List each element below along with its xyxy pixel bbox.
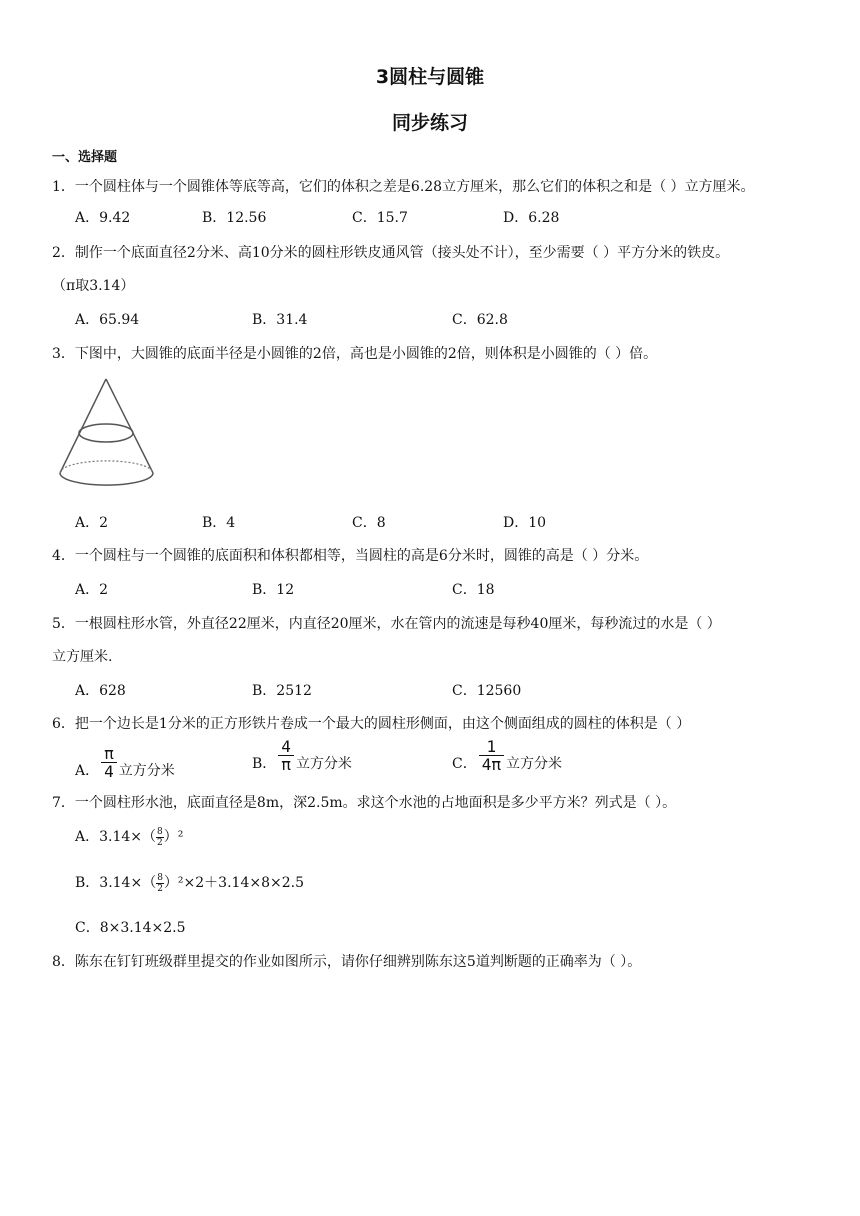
cone-figure [56,373,160,495]
q6-option-b [252,738,352,773]
question-8-text: 8．陈东在钉钉班级群里提交的作业如图所示，请你仔细辨别陈东这5道判断题的正确率为（ ）。 [52,954,642,970]
q1-option-c: C．15.7 [352,210,408,226]
q7-option-b [75,872,304,894]
q6-option-a [75,738,175,780]
q7-option-a [75,826,183,848]
q7-option-c: C．8×3.14×2.5 [75,920,186,936]
q7-b-denominator: 2 [157,883,163,894]
question-2-text-cont: （π取3.14） [52,278,135,294]
question-5-text-cont: 立方厘米. [52,649,113,665]
q6-c-numerator: 1 [479,738,504,756]
q7-a-prefix: A．3.14×（ [75,829,157,845]
q7-b-prefix: B．3.14×（ [75,875,157,891]
q7-a-numerator: 8 [157,826,163,837]
q6-option-c-letter: C． [452,756,477,772]
q7-b-suffix: ）²×2＋3.14×8×2.5 [163,875,304,891]
q1-option-a: A．9.42 [75,210,131,226]
page-subtitle: 同步练习 [391,112,468,134]
q6-c-denominator: 4π [481,755,501,774]
q3-option-d: D．10 [503,515,547,531]
question-7-text: 7．一个圆柱形水池，底面直径是8m，深2.5m。求这个水池的占地面积是多少平方米？列式是（ ）。 [52,795,677,811]
q6-a-numerator: π [101,745,117,763]
q6-b-denominator: π [281,755,291,774]
q5-option-a: A．628 [75,683,126,699]
q2-option-c: C．62.8 [452,312,508,328]
question-5-text: 5．一根圆柱形水管，外直径22厘米，内直径20厘米，水在管内的流速是每秒40厘米，每秒流过的水是（ ） [52,616,721,632]
section-heading: 一、选择题 [52,150,118,165]
question-3-text: 3．下图中，大圆锥的底面半径是小圆锥的2倍，高也是小圆锥的2倍，则体积是小圆锥的（ ）倍。 [52,346,658,362]
q6-option-c-unit: 立方分米 [505,756,562,772]
cone-left-edge [60,379,106,473]
q7-b-numerator: 8 [157,872,163,883]
q6-option-a-fraction [101,745,117,780]
large-cone-base-back [60,461,153,473]
q1-option-b: B．12.56 [202,210,267,226]
q6-option-b-letter: B． [252,756,277,772]
page-title: 3圆柱与圆锥 [375,66,485,88]
cone-right-edge [106,379,153,473]
q7-a-suffix: ）² [163,829,184,845]
q5-option-c: C．12560 [452,683,522,699]
question-1-text: 1．一个圆柱体与一个圆锥体等底等高，它们的体积之差是6.28立方厘米，那么它们的体积之和是（ ）立方厘米。 [52,179,755,195]
q4-option-a: A．2 [75,582,109,598]
q7-a-denominator: 2 [157,837,163,848]
large-cone-base-front [60,473,153,485]
q3-option-a: A．2 [75,515,109,531]
q6-option-c [452,738,562,773]
q2-option-b: B．31.4 [252,312,308,328]
q6-option-a-letter: A． [75,763,100,779]
q4-option-b: B．12 [252,582,295,598]
q6-option-c-fraction [479,738,504,773]
q4-option-c: C．18 [452,582,495,598]
q2-option-a: A．65.94 [75,312,140,328]
q6-option-b-unit: 立方分米 [295,756,352,772]
question-4-text: 4．一个圆柱与一个圆锥的底面积和体积都相等，当圆柱的高是6分米时，圆锥的高是（ ）分米。 [52,548,649,564]
question-6-text: 6．把一个边长是1分米的正方形铁片卷成一个最大的圆柱形侧面，由这个侧面组成的圆柱的体积是（ ） [52,716,691,732]
q6-a-denominator: 4 [104,762,114,781]
q7-b-fraction [156,873,164,894]
q3-option-c: C．8 [352,515,386,531]
question-2-text: 2．制作一个底面直径2分米、高10分米的圆柱形铁皮通风管（接头处不计），至少需要（ ）平方分米的铁皮。 [52,245,730,261]
small-cone-base [79,424,133,442]
q5-option-b: B．2512 [252,683,312,699]
q6-option-b-fraction [278,738,294,773]
q3-option-b: B．4 [202,515,236,531]
q6-option-a-unit: 立方分米 [118,763,175,779]
q7-a-fraction [156,827,164,848]
q6-b-numerator: 4 [278,738,294,756]
q1-option-d: D．6.28 [503,210,560,226]
